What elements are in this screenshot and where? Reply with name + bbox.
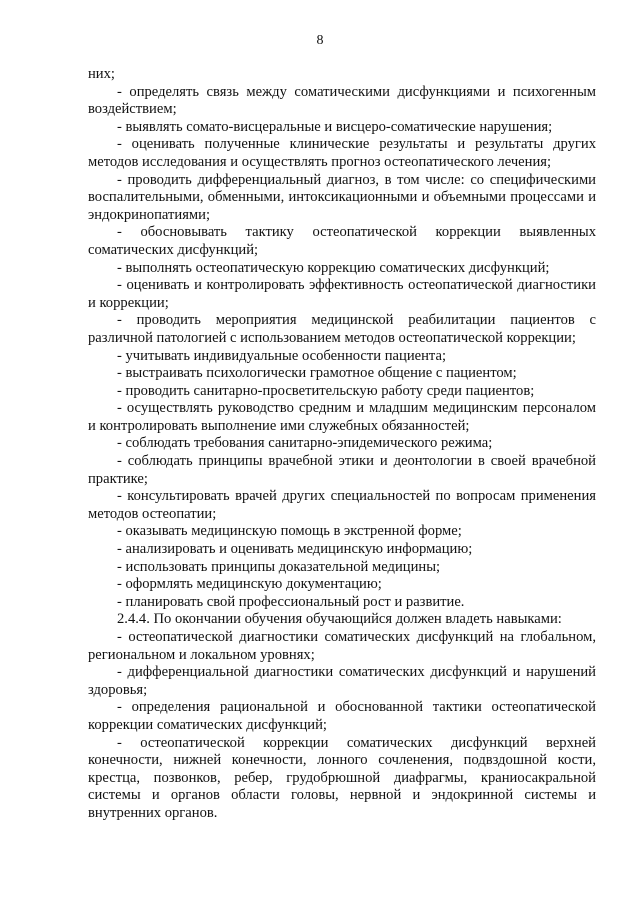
body-paragraph: - определения рациональной и обоснованной тактики остеопатической коррекции соматических дисфункций; [88,699,596,733]
document-body [88,66,596,823]
body-paragraph: - выявлять сомато-висцеральные и висцеро-соматические нарушения; [117,118,553,135]
body-paragraph: - определять связь между соматическими дисфункциями и психогенным воздействием; [88,83,596,118]
body-paragraph: - выстраивать психологически грамотное общение с пациентом; [117,365,517,382]
body-paragraph: - проводить мероприятия медицинской реабилитации пациентов с различной патологией с использованием методов остеопатической коррекции; [88,312,596,346]
body-paragraph: - соблюдать требования санитарно-эпидемического режима; [117,435,493,452]
body-paragraph: - проводить дифференциальный диагноз, в том числе: со специфическими воспалительными, обменными, интоксикационными и объемными процессами и эндокринопатиями; [88,171,596,223]
body-paragraph: - выполнять остеопатическую коррекцию соматических дисфункций; [117,259,550,276]
body-paragraph: - оценивать и контролировать эффективность остеопатической диагностики и коррекции; [88,277,596,311]
body-paragraph: - остеопатической диагностики соматических дисфункций на глобальном, региональном и локальном уровнях; [88,629,596,663]
body-paragraph: 2.4.4. По окончании обучения обучающийся должен владеть навыками: [117,611,562,628]
page-number: 8 [316,33,324,48]
body-paragraph: - проводить санитарно-просветительскую работу среди пациентов; [117,382,535,399]
body-paragraph: - обосновывать тактику остеопатической коррекции выявленных соматических дисфункций; [88,224,596,258]
body-paragraph: - осуществлять руководство средним и младшим медицинским персоналом и контролировать выполнение ими служебных обязанностей; [88,400,596,434]
body-paragraph: - планировать свой профессиональный рост и развитие. [117,593,465,610]
body-paragraph: - остеопатической коррекции соматических дисфункций верхней конечности, нижней конечности, лонного сочленения, подвздошной кости, крестца, позвонков, ребер, грудобрюшной диафрагмы, краниосакральной системы и органов области головы, нервной и эндокринной системы и внутренних органов. [88,734,596,821]
body-paragraph: - оформлять медицинскую документацию; [117,576,382,593]
body-paragraph: - консультировать врачей других специальностей по вопросам применения методов остеопатии; [88,488,596,522]
body-paragraph: - оказывать медицинскую помощь в экстренной форме; [117,523,462,540]
body-paragraph: - анализировать и оценивать медицинскую информацию; [117,541,473,558]
body-paragraph: - оценивать полученные клинические результаты и результаты других методов исследования и осуществлять прогноз остеопатического лечения; [88,136,596,170]
body-paragraph: - соблюдать принципы врачебной этики и деонтологии в своей врачебной практике; [88,453,596,487]
body-paragraph: них; [88,66,115,82]
body-paragraph: - учитывать индивидуальные особенности пациента; [117,347,447,364]
body-paragraph: - дифференциальной диагностики соматических дисфункций и нарушений здоровья; [88,664,596,698]
body-paragraph: - использовать принципы доказательной медицины; [117,558,441,575]
